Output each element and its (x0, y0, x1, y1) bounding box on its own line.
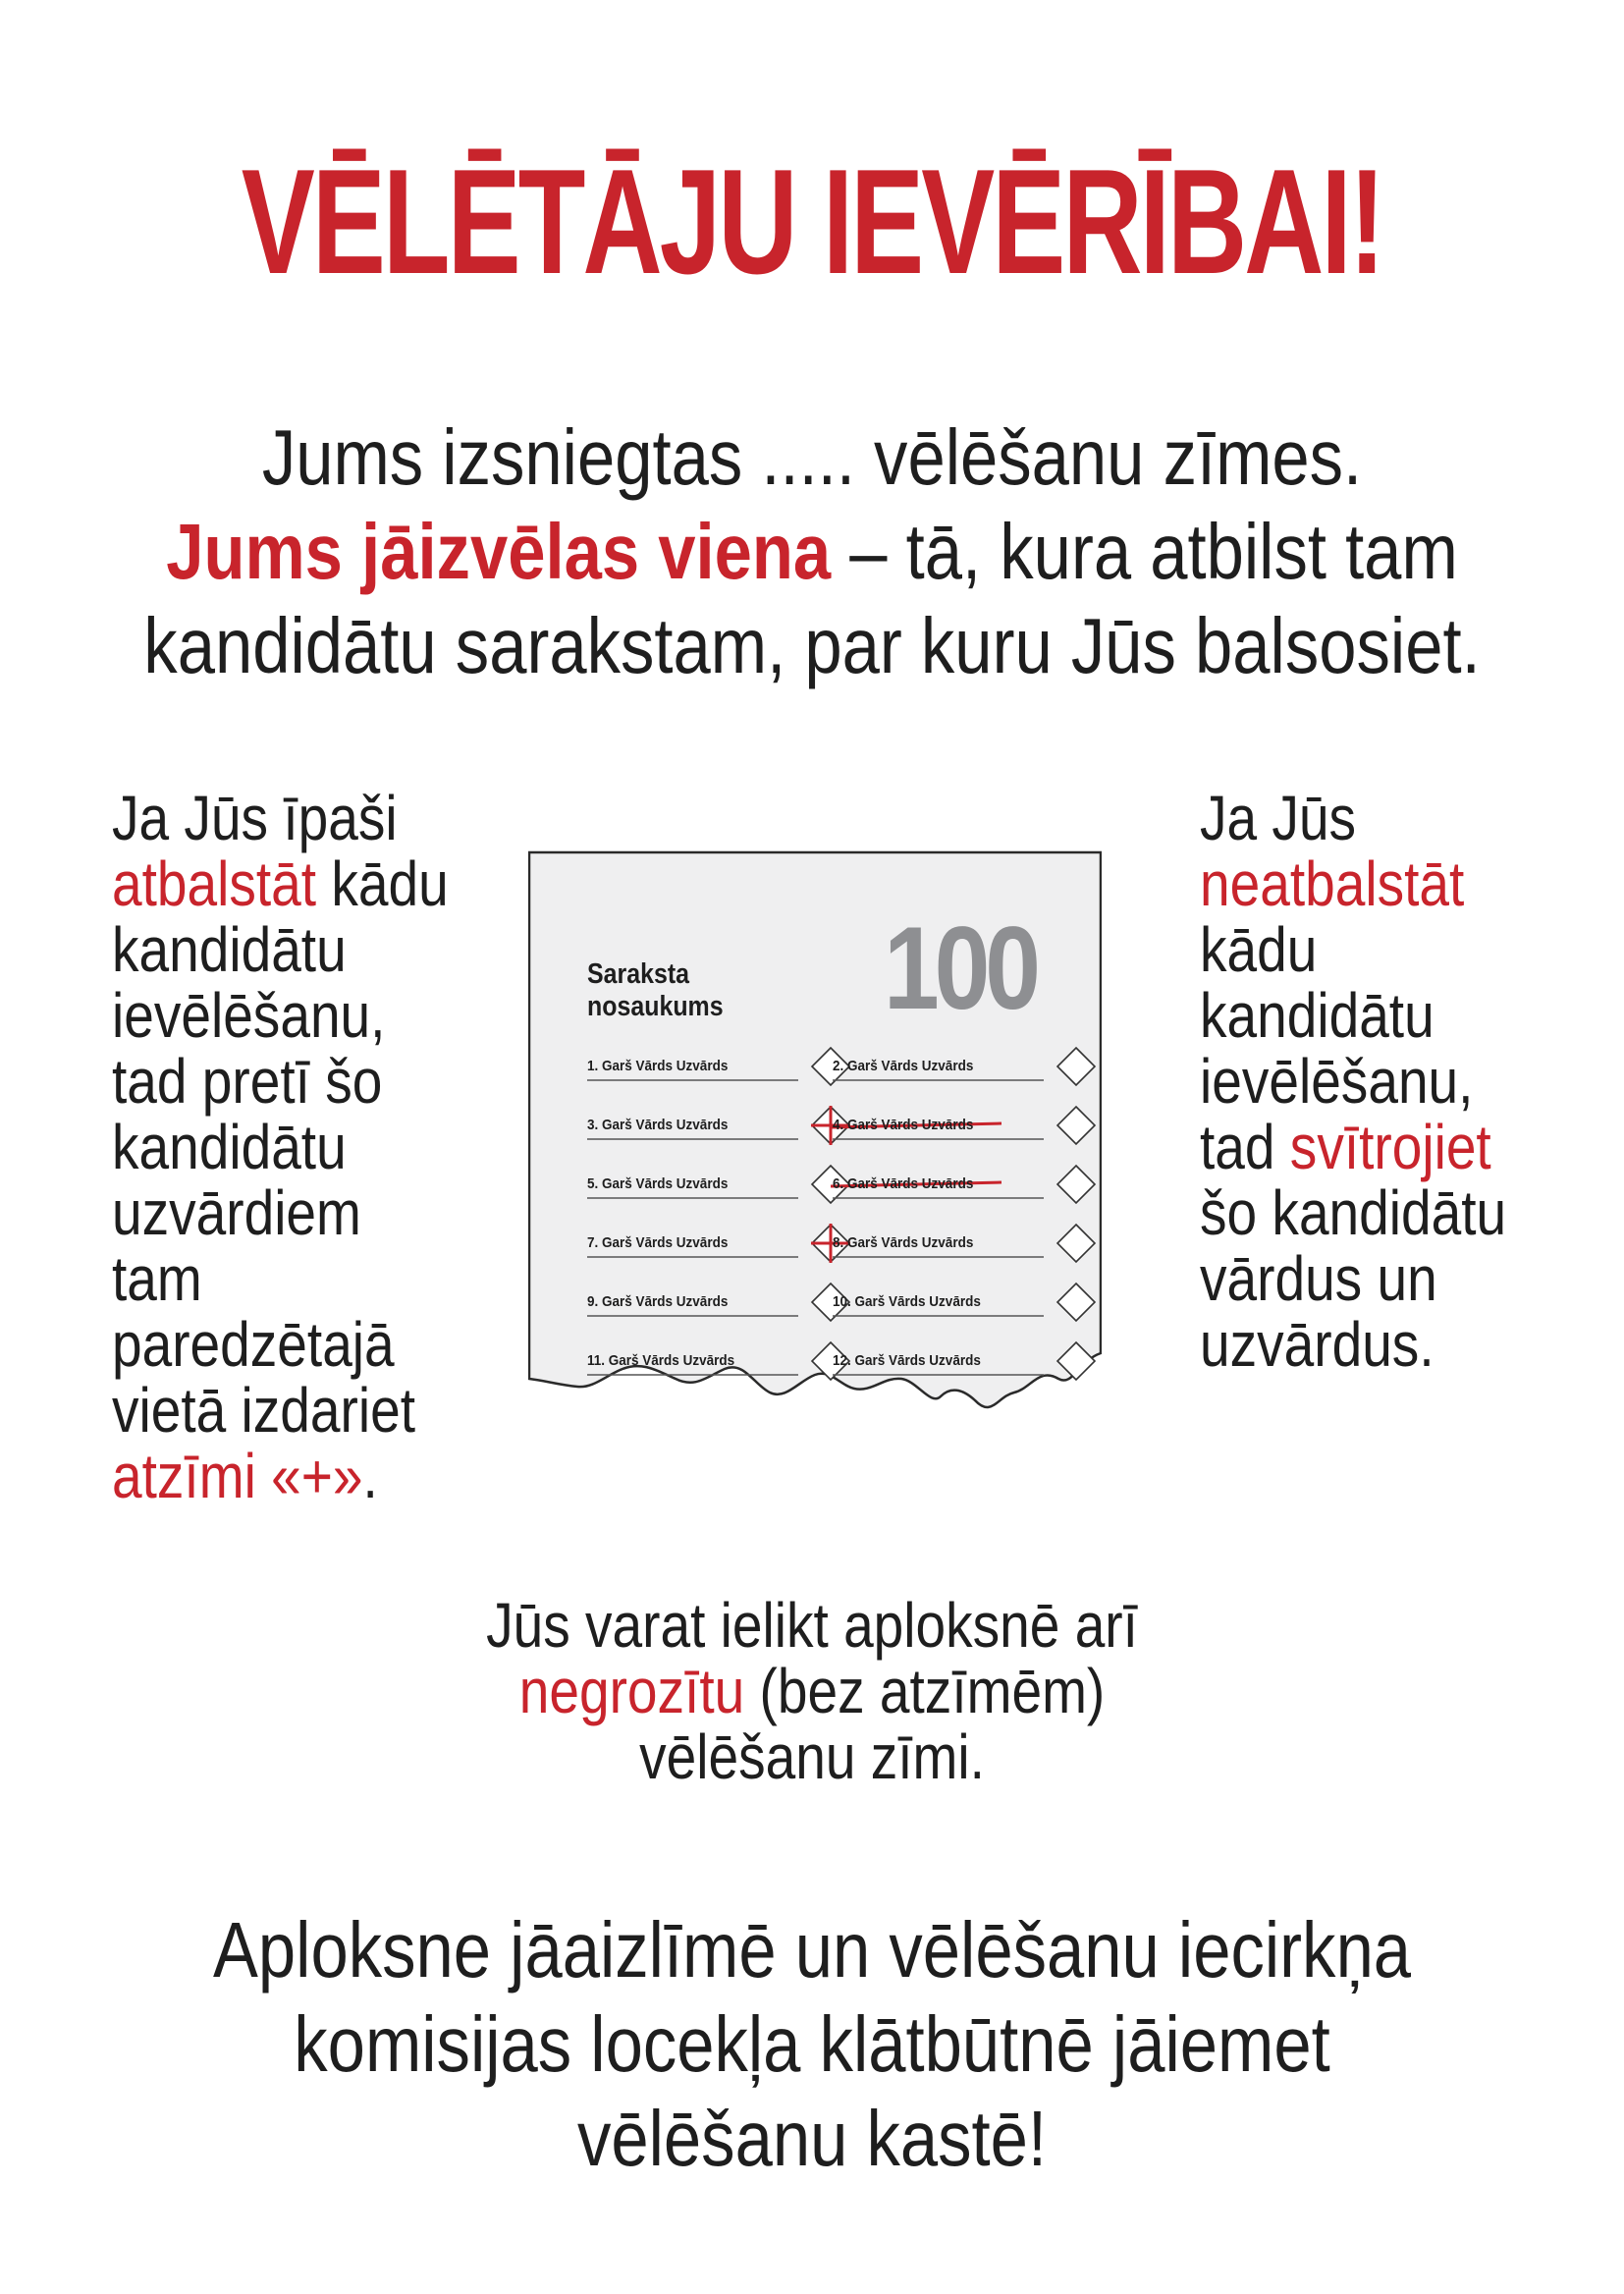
oppose-instruction (1200, 783, 1563, 1380)
support-line: ievēlēšanu, (112, 980, 386, 1051)
envelope-instruction (0, 1903, 1624, 2186)
intro-highlight: Jums jāizvēlas viena (166, 508, 832, 595)
oppose-line: kādu (1200, 914, 1318, 985)
support-line: tam (112, 1243, 202, 1314)
ballot-candidate-name: 10. Garš Vārds Uzvārds (833, 1293, 981, 1310)
unmarked-ballot-note (0, 1590, 1624, 1792)
note-line: vēlēšanu zīmi. (639, 1721, 985, 1792)
ballot-candidate-name: 2. Garš Vārds Uzvārds (833, 1058, 974, 1074)
ballot-candidate-name: 5. Garš Vārds Uzvārds (587, 1175, 729, 1192)
ballot-candidate-name: 11. Garš Vārds Uzvārds (587, 1352, 735, 1369)
ballot-list-name-line: Saraksta (587, 958, 690, 990)
support-line-rest: kādu (316, 848, 449, 919)
envelope-line: vēlēšanu kastē! (576, 2095, 1048, 2182)
support-line: Ja Jūs īpaši (112, 783, 398, 853)
intro-line-2 (114, 505, 1510, 599)
strike-highlight: svītrojiet (1289, 1112, 1491, 1182)
ballot-candidate-name: 8. Garš Vārds Uzvārds (833, 1234, 974, 1251)
note-line-rest: (bez atzīmēm) (744, 1656, 1106, 1726)
oppose-line: uzvārdus. (1200, 1309, 1435, 1380)
ballot-list-number: 100 (884, 902, 1036, 1034)
envelope-line: Aploksne jāaizlīmē un vēlēšanu iecirkņa (213, 1906, 1411, 1994)
oppose-line-pre: tad (1200, 1112, 1290, 1182)
oppose-line: šo kandidātu (1200, 1177, 1507, 1248)
ballot-candidate-name: 12. Garš Vārds Uzvārds (833, 1352, 981, 1369)
support-line: kandidātu (112, 914, 347, 985)
envelope-line: komisijas locekļa klātbūtnē jāiemet (294, 2000, 1330, 2088)
support-line-rest: . (362, 1441, 378, 1511)
support-highlight: atbalstāt (112, 848, 317, 919)
ballot-list-name (587, 958, 724, 1023)
ballot-candidate-name: 1. Garš Vārds Uzvārds (587, 1058, 729, 1074)
ballot-illustration (528, 850, 1102, 1440)
ballot-candidate-name: 3. Garš Vārds Uzvārds (587, 1117, 729, 1133)
oppose-line: kandidātu (1200, 980, 1435, 1051)
note-highlight: negrozītu (518, 1656, 745, 1726)
ballot-candidate-name: 4. Garš Vārds Uzvārds (833, 1117, 974, 1133)
support-line (112, 848, 509, 919)
oppose-highlight: neatbalstāt (1200, 848, 1465, 919)
note-line: Jūs varat ielikt aploksnē arī (486, 1590, 1138, 1661)
ballot-candidate-name: 6. Garš Vārds Uzvārds (833, 1175, 974, 1192)
oppose-line (1200, 1112, 1563, 1182)
intro-line-1: Jums izsniegtas ..... vēlēšanu zīmes. (261, 413, 1363, 501)
support-line: vietā izdariet (112, 1375, 415, 1446)
intro-paragraph (0, 410, 1624, 693)
note-line (114, 1656, 1510, 1726)
ballot-candidate-name: 9. Garš Vārds Uzvārds (587, 1293, 729, 1310)
page-title: VĒLĒTĀJU IEVĒRĪBAI! (241, 138, 1383, 305)
ballot-candidate-name: 7. Garš Vārds Uzvārds (587, 1234, 729, 1251)
intro-line-2-rest: – tā, kura atbilst tam (831, 508, 1458, 595)
oppose-line: Ja Jūs (1200, 783, 1357, 853)
support-instruction (112, 783, 509, 1511)
support-line: tad pretī šo (112, 1046, 383, 1117)
plus-mark-highlight: atzīmi «+» (112, 1441, 363, 1511)
support-line: uzvārdiem (112, 1177, 361, 1248)
support-line (112, 1441, 509, 1511)
ballot-list-name-line: nosaukums (587, 991, 724, 1022)
support-line: paredzētajā (112, 1309, 395, 1380)
oppose-line: ievēlēšanu, (1200, 1046, 1474, 1117)
oppose-line: vārdus un (1200, 1243, 1437, 1314)
intro-line-3: kandidātu sarakstam, par kuru Jūs balsosiet. (143, 602, 1481, 689)
support-line: kandidātu (112, 1112, 347, 1182)
